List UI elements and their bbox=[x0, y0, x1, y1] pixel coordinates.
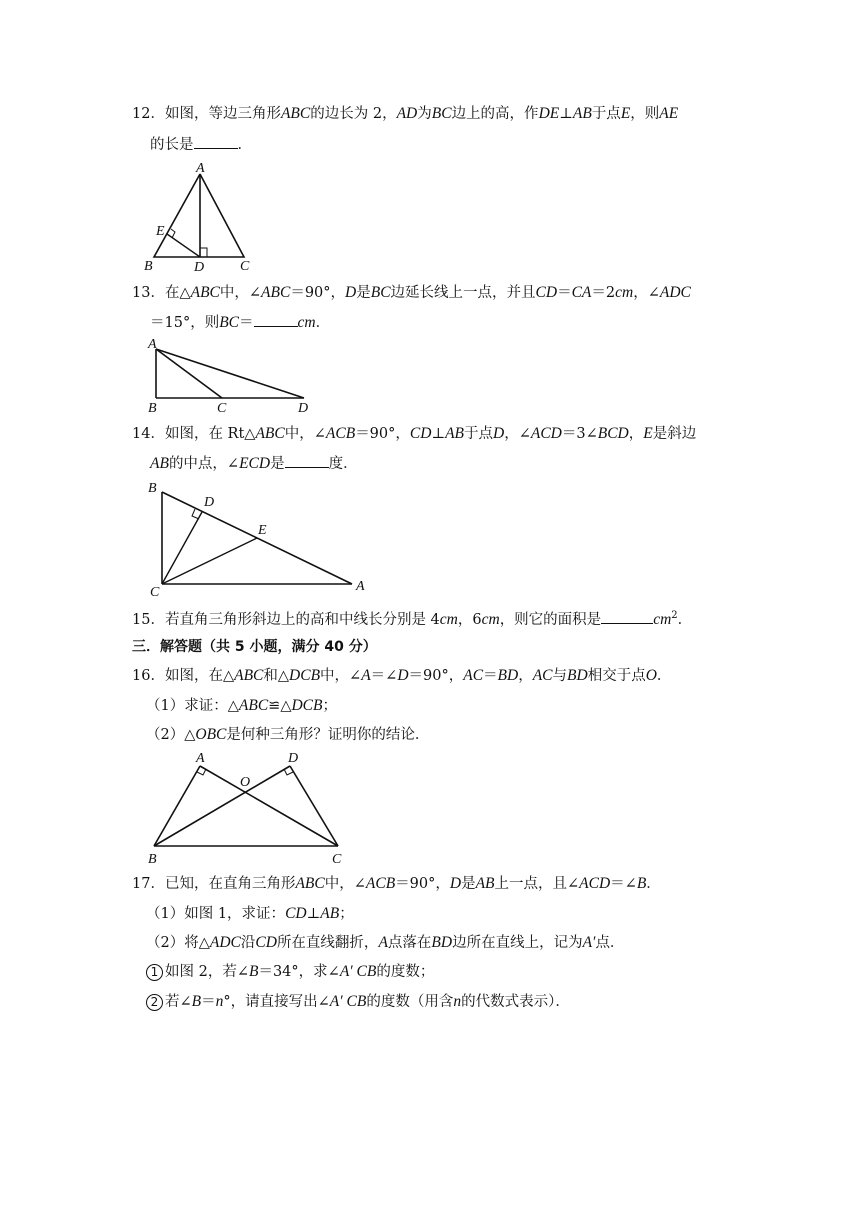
q14-line1: 14．如图，在 Rt△ABC中，∠ACB＝90°，CD⊥AB于点D，∠ACD＝3∠BCD，E是斜边 bbox=[132, 425, 697, 442]
q17-part2: （2）将△ADC沿CD所在直线翻折，A点落在BD边所在直线上，记为A′点． bbox=[146, 934, 625, 951]
q17-part1: （1）如图 1，求证：CD⊥AB； bbox=[146, 905, 354, 922]
label-A: A bbox=[356, 579, 365, 594]
label-B: B bbox=[148, 401, 157, 416]
q13-line1: 13．在△ABC中，∠ABC＝90°，D是BC边延长线上一点，并且CD＝CA＝2cm，∠ADC bbox=[132, 284, 691, 301]
answer-blank bbox=[601, 609, 653, 624]
label-E: E bbox=[258, 523, 267, 538]
label-D: D bbox=[194, 260, 205, 275]
label-B: B bbox=[148, 481, 157, 496]
q13-figure bbox=[140, 335, 330, 420]
q17-subpart2: 2 若∠B＝n°，请直接写出∠A′ CB的度数（用含n的代数式表示）． bbox=[146, 992, 570, 1012]
label-A: A bbox=[148, 337, 157, 352]
q16-line1: 16．如图，在△ABC和△DCB中，∠A＝∠D＝90°，AC＝BD，AC与BD相交于点O． bbox=[132, 667, 672, 684]
q12-line2: 的长是 ． bbox=[150, 134, 252, 155]
q13-line2: ＝15°，则BC＝ cm． bbox=[150, 314, 331, 331]
q14-figure bbox=[140, 478, 380, 598]
answer-blank bbox=[194, 134, 238, 149]
q16-part2: （2）△OBC是何种三角形？证明你的结论． bbox=[146, 726, 430, 743]
q12-line1: 12．如图，等边三角形ABC的边长为 2，AD为BC边上的高，作DE⊥AB于点E，则AE bbox=[132, 105, 679, 122]
label-C: C bbox=[240, 259, 250, 274]
label-O: O bbox=[240, 775, 251, 790]
label-A: A bbox=[196, 161, 205, 176]
answer-blank bbox=[254, 312, 298, 327]
label-C: C bbox=[217, 401, 227, 416]
answer-blank bbox=[285, 453, 329, 468]
label-D: D bbox=[298, 401, 309, 416]
q16-figure bbox=[140, 750, 360, 870]
label-D: D bbox=[204, 495, 215, 510]
q12-figure bbox=[140, 160, 270, 280]
q16-part1: （1）求证：△ABC≌△DCB； bbox=[146, 697, 337, 714]
label-D: D bbox=[288, 751, 299, 766]
section-heading: 三．解答题（共 5 小题，满分 40 分） bbox=[132, 639, 377, 655]
circled-number: 1 bbox=[146, 964, 163, 981]
q15-line1: 15．若直角三角形斜边上的高和中线长分别是 4cm，6cm，则它的面积是 $cm^2$． bbox=[132, 610, 693, 628]
circled-number: 2 bbox=[146, 994, 163, 1011]
label-C: C bbox=[332, 852, 342, 867]
q14-line2: AB的中点，∠ECD是 度． bbox=[150, 455, 358, 472]
label-C: C bbox=[150, 585, 160, 600]
label-B: B bbox=[148, 852, 157, 867]
label-A: A bbox=[196, 751, 205, 766]
q17-subpart1: 1 如图 2，若∠B＝34°，求∠A′ CB的度数； bbox=[146, 962, 434, 982]
label-B: B bbox=[144, 259, 153, 274]
q17-line1: 17．已知，在直角三角形ABC中，∠ACB＝90°，D是AB上一点，且∠ACD＝∠B． bbox=[132, 875, 661, 892]
label-E: E bbox=[156, 224, 165, 239]
